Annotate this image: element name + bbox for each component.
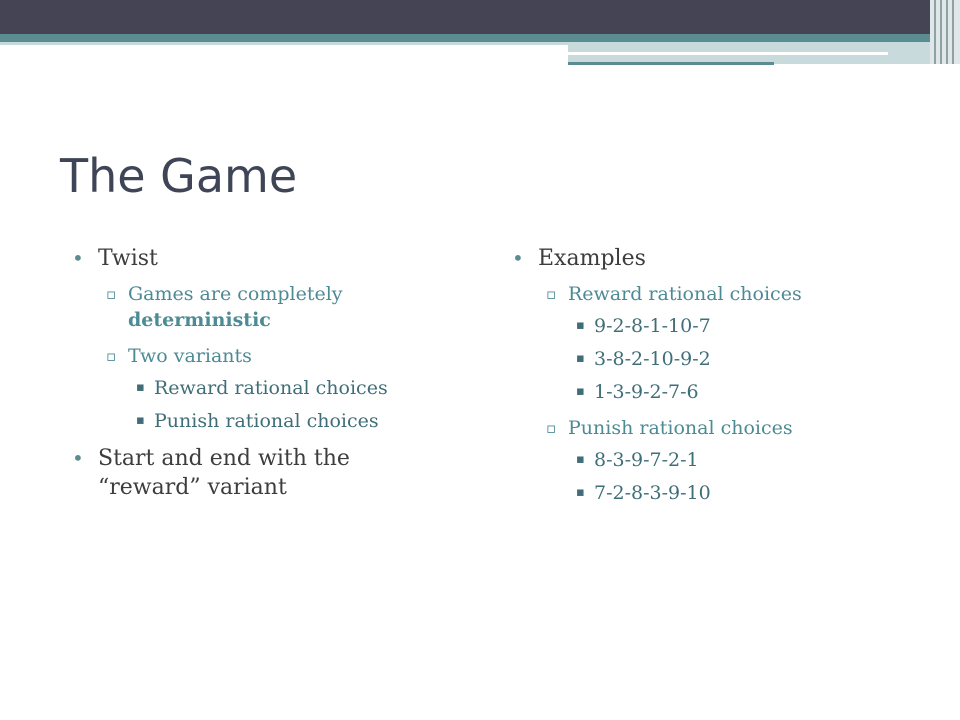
bullet-label-line2: “reward” variant bbox=[98, 475, 287, 500]
square-bullet-icon: ▫ bbox=[546, 285, 557, 303]
left-column bbox=[72, 244, 412, 510]
sequence-list bbox=[568, 447, 892, 506]
bullet-label: Examples bbox=[538, 246, 646, 271]
bullet-label-line1: Start and end with the bbox=[98, 446, 350, 471]
bullet-label: Twist bbox=[98, 246, 158, 271]
banner-white-line bbox=[568, 52, 888, 55]
bullet-dot-icon: • bbox=[72, 246, 84, 270]
variant-text: Reward rational choices bbox=[154, 377, 388, 399]
small-square-bullet-icon: ▪ bbox=[576, 452, 585, 467]
subpoint-deterministic bbox=[98, 281, 412, 333]
bullet-dot-icon: • bbox=[72, 446, 84, 470]
twist-subpoints bbox=[98, 281, 412, 434]
rail-line bbox=[946, 0, 948, 64]
example-group-punish bbox=[538, 415, 892, 506]
sequence-item bbox=[566, 480, 892, 506]
banner-teal-line bbox=[568, 62, 774, 65]
bullet-dot-icon: • bbox=[512, 246, 524, 270]
bullet-examples bbox=[512, 244, 892, 506]
sequence-text: 9-2-8-1-10-7 bbox=[594, 315, 711, 337]
rail-line bbox=[940, 0, 942, 64]
example-group-reward bbox=[538, 281, 892, 405]
bullet-twist bbox=[72, 244, 412, 434]
square-bullet-icon: ▫ bbox=[106, 285, 117, 303]
rail-line bbox=[934, 0, 936, 64]
variant-item bbox=[126, 375, 412, 401]
small-square-bullet-icon: ▪ bbox=[576, 351, 585, 366]
top-banner bbox=[0, 0, 960, 34]
sequence-text: 1-3-9-2-7-6 bbox=[594, 381, 699, 403]
sequence-text: 3-8-2-10-9-2 bbox=[594, 348, 711, 370]
banner-right-rail bbox=[930, 0, 960, 64]
subpoint-text: Two variants bbox=[128, 345, 252, 367]
sequence-item bbox=[566, 379, 892, 405]
right-column bbox=[512, 244, 892, 516]
sequence-item bbox=[566, 346, 892, 372]
sequence-text: 8-3-9-7-2-1 bbox=[594, 449, 699, 471]
banner-accent-stripe bbox=[0, 34, 960, 42]
small-square-bullet-icon: ▪ bbox=[576, 384, 585, 399]
group-label: Punish rational choices bbox=[568, 417, 793, 439]
square-bullet-icon: ▫ bbox=[106, 347, 117, 365]
sequence-list bbox=[568, 313, 892, 405]
sequence-text: 7-2-8-3-9-10 bbox=[594, 482, 711, 504]
variant-item bbox=[126, 408, 412, 434]
variant-list bbox=[128, 375, 412, 434]
small-square-bullet-icon: ▪ bbox=[136, 413, 145, 428]
square-bullet-icon: ▫ bbox=[546, 419, 557, 437]
sequence-item bbox=[566, 447, 892, 473]
bullet-start-end bbox=[72, 444, 412, 502]
example-groups bbox=[538, 281, 892, 506]
small-square-bullet-icon: ▪ bbox=[576, 485, 585, 500]
sequence-item bbox=[566, 313, 892, 339]
subpoint-bold-text: deterministic bbox=[128, 309, 271, 331]
group-label: Reward rational choices bbox=[568, 283, 802, 305]
subpoint-text: Games are completely bbox=[128, 283, 343, 305]
rail-line bbox=[952, 0, 954, 64]
slide-title: The Game bbox=[60, 149, 298, 203]
subpoint-two-variants bbox=[98, 343, 412, 434]
variant-text: Punish rational choices bbox=[154, 410, 379, 432]
small-square-bullet-icon: ▪ bbox=[576, 318, 585, 333]
small-square-bullet-icon: ▪ bbox=[136, 380, 145, 395]
